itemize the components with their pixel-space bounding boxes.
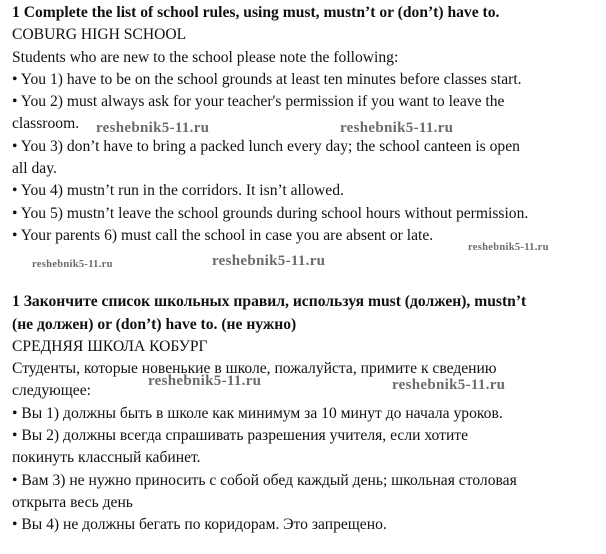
watermark-text: reshebnik5-11.ru — [148, 373, 262, 389]
school-name-en: COBURG HIGH SCHOOL — [12, 26, 187, 44]
rule-item-5-en: • You 5) mustn’t leave the school grounds during school hours without permission. — [12, 204, 529, 222]
rule-item-4-ru: • Вы 4) не должны бегать по коридорам. Это запрещено. — [12, 516, 387, 534]
watermark-text: reshebnik5-11.ru — [96, 120, 210, 136]
rule-item-6-en: • Your parents 6) must call the school in case you are absent or late. — [12, 226, 434, 244]
watermark-text: reshebnik5-11.ru — [468, 242, 549, 253]
intro-text-en: Students who are new to the school please note the following: — [12, 48, 399, 66]
rule-item-2-ru: • Вы 2) должны всегда спрашивать разрешения учителя, если хотите — [12, 427, 469, 445]
intro-text-ru-line1: Студенты, которые новенькие в школе, пожалуйста, примите к сведению — [12, 360, 497, 378]
rule-item-4-en: • You 4) mustn’t run in the corridors. It isn’t allowed. — [12, 182, 344, 200]
rule-item-3-en-cont: all day. — [12, 160, 57, 178]
rule-item-3-ru-cont: открыта весь день — [12, 493, 133, 511]
exercise-heading-ru-line2: (не должен) or (don’t) have to. (не нужно) — [12, 315, 297, 333]
watermark-text: reshebnik5-11.ru — [392, 377, 506, 393]
rule-item-3-ru: • Вам 3) не нужно приносить с собой обед каждый день; школьная столовая — [12, 471, 517, 489]
rule-item-1-en: • You 1) have to be on the school grounds at least ten minutes before classes start. — [12, 70, 522, 88]
rule-item-2-en: • You 2) must always ask for your teacher's permission if you want to leave the — [12, 93, 505, 111]
rule-item-3-en: • You 3) don’t have to bring a packed lunch every day; the school canteen is open — [12, 137, 520, 155]
school-name-ru: СРЕДНЯЯ ШКОЛА КОБУРГ — [12, 337, 208, 355]
watermark-text: reshebnik5-11.ru — [340, 120, 454, 136]
rule-item-1-ru: • Вы 1) должны быть в школе как минимум за 10 минут до начала уроков. — [12, 404, 503, 422]
rule-item-2-en-cont: classroom. — [12, 115, 80, 133]
rule-item-2-ru-cont: покинуть классный кабинет. — [12, 449, 201, 467]
watermark-text: reshebnik5-11.ru — [212, 253, 326, 269]
exercise-heading-en: 1 Complete the list of school rules, using must, mustn’t or (don’t) have to. — [12, 4, 500, 21]
exercise-heading-ru-line1: 1 Закончите список школьных правил, используя must (должен), mustn’t — [12, 293, 527, 311]
watermark-text: reshebnik5-11.ru — [32, 259, 113, 270]
intro-text-ru-line2: следующее: — [12, 382, 91, 400]
